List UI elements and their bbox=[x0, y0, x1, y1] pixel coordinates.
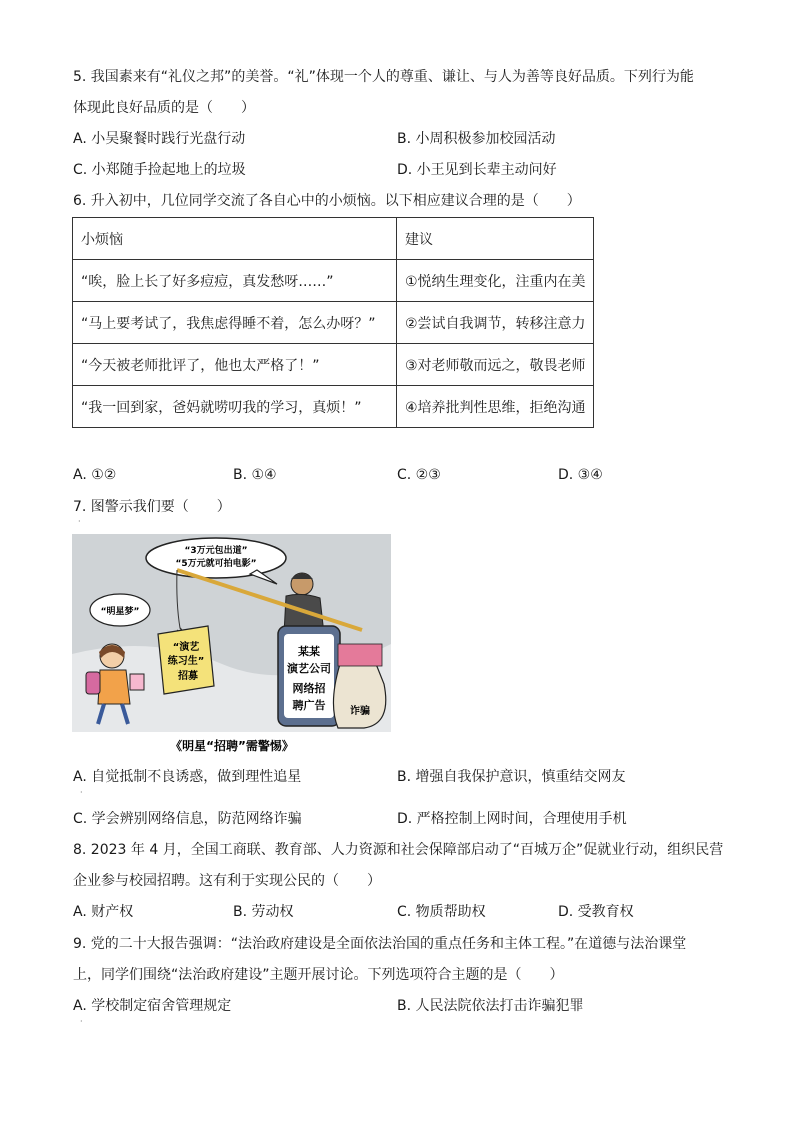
q7-option-c: C. 学会辨别网络信息，防范网络诈骗 bbox=[73, 811, 302, 827]
bait-text-2: 练习生” bbox=[167, 656, 205, 667]
q6-table bbox=[72, 217, 594, 428]
q8-option-d: D. 受教育权 bbox=[558, 904, 634, 920]
table-cell: “马上要考试了，我焦虑得睡不着，怎么办呀？” bbox=[73, 302, 397, 344]
q5-option-d: D. 小王见到长辈主动问好 bbox=[397, 162, 557, 178]
girl-backpack bbox=[86, 672, 100, 694]
stray-dot: · bbox=[80, 788, 83, 797]
bait-text-1: “演艺 bbox=[172, 642, 200, 653]
girl-paper bbox=[130, 674, 144, 690]
q6-option-b: B. ①④ bbox=[233, 467, 277, 483]
girl-body bbox=[98, 670, 130, 704]
table-cell: ④培养批判性思维，拒绝沟通 bbox=[397, 386, 594, 428]
q5-stem-line2: 体现此良好品质的是（ ） bbox=[73, 100, 255, 116]
table-row bbox=[73, 260, 594, 302]
bubble-text-1: “3万元包出道” bbox=[184, 546, 248, 556]
q6-stem: 6. 升入初中，几位同学交流了各自心中的小烦恼。以下相应建议合理的是（ ） bbox=[73, 193, 581, 209]
phone-text-3: 网络招 bbox=[292, 682, 326, 695]
q8-option-c: C. 物质帮助权 bbox=[397, 904, 486, 920]
bait-text-3: 招募 bbox=[178, 671, 198, 682]
bubble-text-2: “5万元就可拍电影” bbox=[175, 559, 257, 569]
q5-option-c: C. 小郑随手捡起地上的垃圾 bbox=[73, 162, 246, 178]
q9-option-a: A. 学校制定宿舍管理规定 bbox=[73, 998, 232, 1014]
dream-text: “明星梦” bbox=[100, 607, 140, 617]
q6-option-a: A. ①② bbox=[73, 467, 117, 483]
q8-option-b: B. 劳动权 bbox=[233, 904, 294, 920]
q5-option-b: B. 小周积极参加校园活动 bbox=[397, 131, 556, 147]
stray-dot: · bbox=[80, 1017, 83, 1026]
phone-text-1: 某某 bbox=[298, 645, 320, 658]
q7-option-d: D. 严格控制上网时间，合理使用手机 bbox=[397, 811, 627, 827]
table-cell: ②尝试自我调节，转移注意力 bbox=[397, 302, 594, 344]
phone-text-4: 聘广告 bbox=[292, 699, 326, 712]
q7-option-b: B. 增强自我保护意识，慎重结交网友 bbox=[397, 769, 626, 785]
table-row bbox=[73, 386, 594, 428]
q8-stem-line1: 8. 2023 年 4 月，全国工商联、教育部、人力资源和社会保障部启动了“百城万企”促就业行动，组织民营 bbox=[73, 842, 724, 858]
money-stack bbox=[338, 644, 382, 666]
q6-option-c: C. ②③ bbox=[397, 467, 441, 483]
table-cell: “今天被老师批评了，他也太严格了！” bbox=[73, 344, 397, 386]
table-header-cell: 小烦恼 bbox=[73, 218, 397, 260]
q5-option-a: A. 小吴聚餐时践行光盘行动 bbox=[73, 131, 246, 147]
q7-option-a: A. 自觉抵制不良诱惑，做到理性追星 bbox=[73, 769, 302, 785]
q7-cartoon bbox=[72, 534, 391, 760]
table-header-cell: 建议 bbox=[397, 218, 594, 260]
table-row bbox=[73, 344, 594, 386]
q9-option-b: B. 人民法院依法打击诈骗犯罪 bbox=[397, 998, 584, 1014]
q8-stem-line2: 企业参与校园招聘。这有利于实现公民的（ ） bbox=[73, 873, 381, 889]
q9-stem-line1: 9. 党的二十大报告强调：“法治政府建设是全面依法治国的重点任务和主体工程。”在道德与法治课堂 bbox=[73, 936, 687, 952]
q9-stem-line2: 上，同学们围绕“法治政府建设”主题开展讨论。下列选项符合主题的是（ ） bbox=[73, 967, 564, 983]
table-row bbox=[73, 302, 594, 344]
q6-option-d: D. ③④ bbox=[558, 467, 603, 483]
table-cell: ③对老师敬而远之，敬畏老师 bbox=[397, 344, 594, 386]
table-header-row bbox=[73, 218, 594, 260]
bag-text: 诈骗 bbox=[350, 706, 370, 717]
q5-stem-line1: 5. 我国素来有“礼仪之邦”的美誉。“礼”体现一个人的尊重、谦让、与人为善等良好品质。下列行为能 bbox=[73, 69, 694, 85]
cartoon-illustration bbox=[72, 534, 391, 760]
table-cell: “唉，脸上长了好多痘痘，真发愁呀……” bbox=[73, 260, 397, 302]
stray-dot: · bbox=[78, 517, 81, 526]
table-cell: “我一回到家，爸妈就唠叨我的学习，真烦！” bbox=[73, 386, 397, 428]
cartoon-caption: 《明星“招聘”需警惕》 bbox=[170, 739, 294, 753]
speech-bubble bbox=[146, 538, 286, 578]
phone-text-2: 演艺公司 bbox=[287, 662, 331, 675]
q7-stem: 7. 图警示我们要（ ） bbox=[73, 499, 231, 515]
q8-option-a: A. 财产权 bbox=[73, 904, 134, 920]
table-cell: ①悦纳生理变化，注重内在美 bbox=[397, 260, 594, 302]
